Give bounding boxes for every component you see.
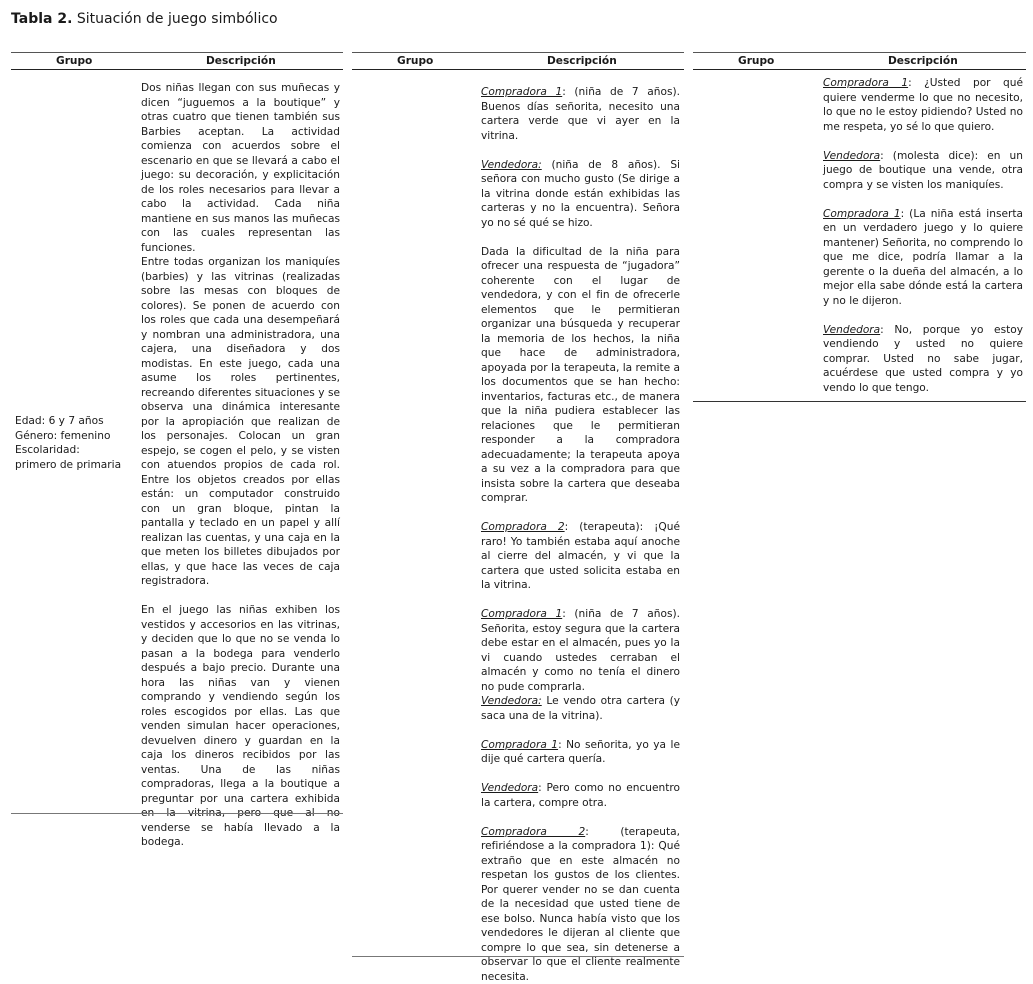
table-part-2 [352, 52, 684, 958]
speaker-label: Vendedora: [481, 695, 542, 707]
description-paragraph [141, 81, 340, 255]
paragraph-text: Dada la dificultad de la niña para ofrecer una respuesta de “jugadora” coherente con el lugar de vendedora, y con el fin de ofrecerle elementos que le permitieran organizar una búsqueda y recuperar la memoria de los hechos, la niña que hace de administradora, apoyada por la terapeuta, la remite a los documentos que se han hecho: inventarios, facturas etc., de manera que la niña pudiera establecer las relaciones que le permitieran responder a la compradora adecuadamente; la terapeuta apoya a su vez a la compradora para que insista sobre la cartera que deseaba comprar. [481, 246, 680, 505]
paragraph-text: : (terapeuta): ¡Qué raro! Yo también estaba aquí anoche al cierre del almacén, y vi que la cartera que usted solicita estaba en la vitrina. [481, 521, 680, 591]
paragraph-text: : (niña de 7 años). Señorita, estoy segura que la cartera debe estar en el almacén, pues yo la vi cuando ustedes cerraban el almacén y como no tenía el dinero no pude comprarla. [481, 608, 680, 693]
description-cell [481, 85, 680, 984]
table-part-1 [11, 52, 343, 814]
speaker-label: Compradora 2 [481, 826, 585, 838]
table-caption [11, 11, 278, 27]
description-paragraph [823, 207, 1023, 309]
description-paragraph [481, 158, 680, 231]
speaker-label: Compradora 1 [823, 208, 901, 220]
description-paragraph [481, 781, 680, 810]
speaker-label: Compradora 2 [481, 521, 565, 533]
header-descripcion: Descripción [206, 55, 276, 67]
paragraph-text: : No, porque yo estoy vendiendo y usted no quiere comprar. Usted no sabe jugar, acuérdese que usted compra y yo vendo lo que tengo. [823, 324, 1023, 394]
description-paragraph [481, 738, 680, 767]
header-descripcion: Descripción [888, 55, 958, 67]
table-header [11, 52, 343, 70]
speaker-label: Compradora 1 [823, 77, 908, 89]
description-paragraph [481, 520, 680, 593]
table-header [693, 52, 1026, 70]
speaker-label: Vendedora [823, 324, 880, 336]
speaker-label: Compradora 1 [481, 86, 562, 98]
header-grupo: Grupo [738, 55, 774, 67]
paragraph-text: (niña de 8 años). Si señora con mucho gusto (Se dirige a la vitrina donde están exhibidas las carteras y no la encuentra). Señora yo no sé qué se hizo. [481, 159, 680, 229]
speaker-label: Compradora 1 [481, 739, 558, 751]
group-line: Escolaridad: [15, 443, 121, 458]
paragraph-text: : Pero como no encuentro la cartera, compre otra. [481, 782, 680, 809]
speaker-label: Vendedora [823, 150, 880, 162]
paragraph-text: : No señorita, yo ya le dije qué cartera quería. [481, 739, 680, 766]
header-descripcion: Descripción [547, 55, 617, 67]
table-header [352, 52, 684, 70]
paragraph-text: Dos niñas llegan con sus muñecas y dicen “juguemos a la boutique” y otras cuatro que tienen también sus Barbies aceptan. La actividad comienza con acuerdos sobre el escenario en que se llevará a cabo el juego: su decoración, y explicitación de los roles necesarios para llevar a cabo la actividad. Cada niña mantiene en sus manos las muñecas con las cuales representan las funciones. [141, 82, 340, 254]
group-cell [15, 414, 121, 472]
table-bottom-rule [352, 956, 684, 957]
speaker-label: Vendedora: [481, 159, 542, 171]
description-paragraph [481, 825, 680, 984]
description-paragraph [141, 255, 340, 589]
description-paragraph [481, 694, 680, 723]
description-cell [823, 76, 1023, 395]
header-grupo: Grupo [397, 55, 433, 67]
paragraph-text: Entre todas organizan los maniquíes (barbies) y las vitrinas (realizadas sobre las mesas con bloques de colores). Se ponen de acuerdo con los roles que cada una desempeñará y nombran una administradora, una cajera, una diseñadora y dos modistas. En este juego, cada una asume los roles pertinentes, recreando diferentes situaciones y se observa una dinámica interesante por la apropiación que realizan de los personajes. Colocan un gran espejo, se cogen el pelo, y se visten con atuendos propios de cada rol. Entre los objetos creados por ellas están: un computador construido con un gran bloque, pintan la pantalla y teclado en un papel y allí realizan las cuentas, y una caja en la que meten los billetes dibujados por ellas, y que hace las veces de caja registradora. [141, 256, 340, 587]
table-number: Tabla 2. [11, 11, 72, 27]
table-title: Situación de juego simbólico [72, 11, 277, 27]
paragraph-text: : (La niña está inserta en un verdadero juego y lo quiere mantener) Señorita, no comprendo lo que me dice, podría llamar a la gerente o la dueña del almacén, a lo mejor ella sabe dónde está la cartera y no le dijeron. [823, 208, 1023, 307]
paragraph-text: : ¿Usted por qué quiere venderme lo que no necesito, lo que no le estoy pidiendo? Usted no me respeta, yo sé lo que quiero. [823, 77, 1023, 133]
description-paragraph [823, 149, 1023, 193]
description-cell [141, 81, 340, 850]
group-line: primero de primaria [15, 458, 121, 473]
paragraph-text: Le vendo otra cartera (y saca una de la vitrina). [481, 695, 680, 722]
group-line: Edad: 6 y 7 años [15, 414, 121, 429]
header-grupo: Grupo [56, 55, 92, 67]
table-bottom-rule [693, 401, 1026, 402]
paragraph-text: : (niña de 7 años). Buenos días señorita, necesito una cartera verde que vi ayer en la vitrina. [481, 86, 680, 142]
description-paragraph [481, 607, 680, 694]
speaker-label: Compradora 1 [481, 608, 562, 620]
group-line: Género: femenino [15, 429, 121, 444]
paragraph-text: : (terapeuta, refiriéndose a la compradora 1): Qué extraño que en este almacén no respetan los gustos de los clientes. Por querer vender no se dan cuenta de la necesidad que usted tiene de ese bolso. Nunca había visto que los vendedores le dijeran al cliente que compre lo que sea, sin detenerse a observar lo que el cliente realmente necesita. [481, 826, 680, 983]
description-paragraph [481, 245, 680, 506]
description-paragraph [823, 323, 1023, 396]
table-part-3 [693, 52, 1026, 403]
table-bottom-rule [11, 813, 343, 814]
paragraph-text: : (molesta dice): en un juego de boutique una vende, otra compra y se visten los maniquíes. [823, 150, 1023, 191]
paragraph-text: En el juego las niñas exhiben los vestidos y accesorios en las vitrinas, y deciden que lo que no se venda lo pasan a la bodega para venderlo después a bajo precio. Durante una hora las niñas van y vienen comprando y vendiendo según los roles escogidos por ellas. Las que venden simulan hacer operaciones, devuelven dinero y guardan en la caja los dineros recibidos por las ventas. Una de las niñas compradoras, llega a la boutique a preguntar por una cartera exhibida en la vitrina, pero que al no venderse se había llevado a la bodega. [141, 604, 340, 848]
description-paragraph [823, 76, 1023, 134]
speaker-label: Vendedora [481, 782, 538, 794]
description-paragraph [481, 85, 680, 143]
